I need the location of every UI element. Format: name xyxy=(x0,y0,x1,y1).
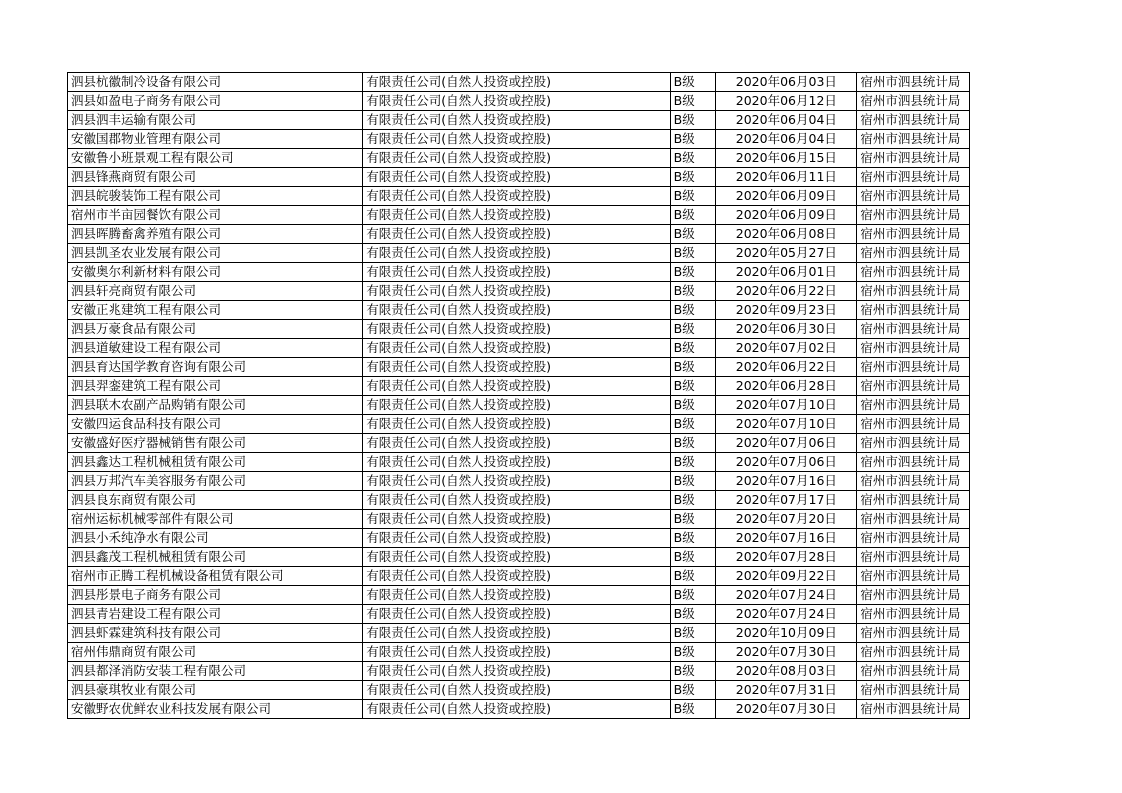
issuing-office-cell: 宿州市泗县统计局 xyxy=(857,339,970,358)
company-name-cell: 安徽鲁小班景观工程有限公司 xyxy=(68,149,363,168)
issuing-office-cell: 宿州市泗县统计局 xyxy=(857,472,970,491)
issuing-office-cell: 宿州市泗县统计局 xyxy=(857,548,970,567)
rating-date-cell: 2020年07月30日 xyxy=(716,700,857,719)
table-body xyxy=(68,73,970,719)
rating-date-cell: 2020年07月28日 xyxy=(716,548,857,567)
credit-grade-cell: B级 xyxy=(670,662,716,681)
table-row xyxy=(68,130,970,149)
company-name-cell: 泗县如盈电子商务有限公司 xyxy=(68,92,363,111)
table-row xyxy=(68,168,970,187)
issuing-office-cell: 宿州市泗县统计局 xyxy=(857,282,970,301)
issuing-office-cell: 宿州市泗县统计局 xyxy=(857,624,970,643)
company-name-cell: 宿州市正腾工程机械设备租赁有限公司 xyxy=(68,567,363,586)
company-type-cell: 有限责任公司(自然人投资或控股) xyxy=(363,244,670,263)
issuing-office-cell: 宿州市泗县统计局 xyxy=(857,92,970,111)
rating-date-cell: 2020年07月06日 xyxy=(716,434,857,453)
rating-date-cell: 2020年05月27日 xyxy=(716,244,857,263)
table-row xyxy=(68,567,970,586)
issuing-office-cell: 宿州市泗县统计局 xyxy=(857,396,970,415)
issuing-office-cell: 宿州市泗县统计局 xyxy=(857,111,970,130)
company-type-cell: 有限责任公司(自然人投资或控股) xyxy=(363,282,670,301)
company-name-cell: 宿州市半亩园餐饮有限公司 xyxy=(68,206,363,225)
rating-date-cell: 2020年06月09日 xyxy=(716,187,857,206)
table-row xyxy=(68,73,970,92)
issuing-office-cell: 宿州市泗县统计局 xyxy=(857,301,970,320)
company-type-cell: 有限责任公司(自然人投资或控股) xyxy=(363,320,670,339)
issuing-office-cell: 宿州市泗县统计局 xyxy=(857,73,970,92)
credit-grade-cell: B级 xyxy=(670,434,716,453)
issuing-office-cell: 宿州市泗县统计局 xyxy=(857,700,970,719)
credit-grade-cell: B级 xyxy=(670,92,716,111)
credit-grade-cell: B级 xyxy=(670,567,716,586)
issuing-office-cell: 宿州市泗县统计局 xyxy=(857,643,970,662)
company-type-cell: 有限责任公司(自然人投资或控股) xyxy=(363,548,670,567)
credit-grade-cell: B级 xyxy=(670,681,716,700)
rating-date-cell: 2020年06月04日 xyxy=(716,111,857,130)
company-type-cell: 有限责任公司(自然人投资或控股) xyxy=(363,73,670,92)
company-type-cell: 有限责任公司(自然人投资或控股) xyxy=(363,586,670,605)
credit-grade-cell: B级 xyxy=(670,548,716,567)
rating-date-cell: 2020年07月31日 xyxy=(716,681,857,700)
table-row xyxy=(68,263,970,282)
company-type-cell: 有限责任公司(自然人投资或控股) xyxy=(363,605,670,624)
table-row xyxy=(68,643,970,662)
company-type-cell: 有限责任公司(自然人投资或控股) xyxy=(363,396,670,415)
credit-grade-cell: B级 xyxy=(670,282,716,301)
credit-grade-cell: B级 xyxy=(670,377,716,396)
company-name-cell: 泗县鑫达工程机械租赁有限公司 xyxy=(68,453,363,472)
rating-date-cell: 2020年06月28日 xyxy=(716,377,857,396)
table-row xyxy=(68,586,970,605)
table-row xyxy=(68,301,970,320)
rating-date-cell: 2020年06月12日 xyxy=(716,92,857,111)
issuing-office-cell: 宿州市泗县统计局 xyxy=(857,586,970,605)
company-name-cell: 泗县羿銮建筑工程有限公司 xyxy=(68,377,363,396)
company-type-cell: 有限责任公司(自然人投资或控股) xyxy=(363,358,670,377)
issuing-office-cell: 宿州市泗县统计局 xyxy=(857,681,970,700)
company-name-cell: 泗县轩亮商贸有限公司 xyxy=(68,282,363,301)
rating-date-cell: 2020年07月10日 xyxy=(716,396,857,415)
credit-grade-cell: B级 xyxy=(670,187,716,206)
issuing-office-cell: 宿州市泗县统计局 xyxy=(857,358,970,377)
credit-grade-cell: B级 xyxy=(670,472,716,491)
credit-grade-cell: B级 xyxy=(670,700,716,719)
issuing-office-cell: 宿州市泗县统计局 xyxy=(857,187,970,206)
company-type-cell: 有限责任公司(自然人投资或控股) xyxy=(363,567,670,586)
credit-grade-cell: B级 xyxy=(670,168,716,187)
company-type-cell: 有限责任公司(自然人投资或控股) xyxy=(363,643,670,662)
rating-date-cell: 2020年10月09日 xyxy=(716,624,857,643)
company-type-cell: 有限责任公司(自然人投资或控股) xyxy=(363,681,670,700)
issuing-office-cell: 宿州市泗县统计局 xyxy=(857,605,970,624)
credit-grade-cell: B级 xyxy=(670,111,716,130)
issuing-office-cell: 宿州市泗县统计局 xyxy=(857,149,970,168)
rating-date-cell: 2020年06月30日 xyxy=(716,320,857,339)
table-row xyxy=(68,605,970,624)
company-type-cell: 有限责任公司(自然人投资或控股) xyxy=(363,624,670,643)
credit-grade-sheet xyxy=(67,72,970,719)
table-row xyxy=(68,453,970,472)
table-row xyxy=(68,225,970,244)
company-type-cell: 有限责任公司(自然人投资或控股) xyxy=(363,453,670,472)
issuing-office-cell: 宿州市泗县统计局 xyxy=(857,529,970,548)
company-name-cell: 泗县良东商贸有限公司 xyxy=(68,491,363,510)
company-name-cell: 泗县小禾纯净水有限公司 xyxy=(68,529,363,548)
company-type-cell: 有限责任公司(自然人投资或控股) xyxy=(363,662,670,681)
table-row xyxy=(68,434,970,453)
credit-grade-cell: B级 xyxy=(670,244,716,263)
company-type-cell: 有限责任公司(自然人投资或控股) xyxy=(363,700,670,719)
credit-grade-cell: B级 xyxy=(670,643,716,662)
credit-grade-cell: B级 xyxy=(670,149,716,168)
rating-date-cell: 2020年06月09日 xyxy=(716,206,857,225)
issuing-office-cell: 宿州市泗县统计局 xyxy=(857,168,970,187)
company-name-cell: 泗县万邦汽车美容服务有限公司 xyxy=(68,472,363,491)
rating-date-cell: 2020年09月22日 xyxy=(716,567,857,586)
issuing-office-cell: 宿州市泗县统计局 xyxy=(857,567,970,586)
rating-date-cell: 2020年07月16日 xyxy=(716,529,857,548)
company-name-cell: 泗县泗丰运输有限公司 xyxy=(68,111,363,130)
rating-date-cell: 2020年06月11日 xyxy=(716,168,857,187)
credit-grade-cell: B级 xyxy=(670,529,716,548)
company-type-cell: 有限责任公司(自然人投资或控股) xyxy=(363,301,670,320)
table-row xyxy=(68,548,970,567)
company-name-cell: 泗县凯圣农业发展有限公司 xyxy=(68,244,363,263)
company-name-cell: 安徽奥尔利新材料有限公司 xyxy=(68,263,363,282)
company-type-cell: 有限责任公司(自然人投资或控股) xyxy=(363,225,670,244)
table-row xyxy=(68,624,970,643)
table-row xyxy=(68,529,970,548)
company-name-cell: 泗县豪琪牧业有限公司 xyxy=(68,681,363,700)
credit-grade-cell: B级 xyxy=(670,396,716,415)
issuing-office-cell: 宿州市泗县统计局 xyxy=(857,434,970,453)
company-name-cell: 泗县晖腾畜禽养殖有限公司 xyxy=(68,225,363,244)
issuing-office-cell: 宿州市泗县统计局 xyxy=(857,225,970,244)
credit-grade-cell: B级 xyxy=(670,263,716,282)
table-row xyxy=(68,206,970,225)
table-row xyxy=(68,187,970,206)
company-type-cell: 有限责任公司(自然人投资或控股) xyxy=(363,111,670,130)
company-type-cell: 有限责任公司(自然人投资或控股) xyxy=(363,529,670,548)
company-name-cell: 泗县虾霖建筑科技有限公司 xyxy=(68,624,363,643)
credit-grade-cell: B级 xyxy=(670,301,716,320)
credit-grade-cell: B级 xyxy=(670,605,716,624)
issuing-office-cell: 宿州市泗县统计局 xyxy=(857,320,970,339)
rating-date-cell: 2020年08月03日 xyxy=(716,662,857,681)
company-name-cell: 泗县都泽消防安装工程有限公司 xyxy=(68,662,363,681)
company-name-cell: 泗县皖骏装饰工程有限公司 xyxy=(68,187,363,206)
company-type-cell: 有限责任公司(自然人投资或控股) xyxy=(363,510,670,529)
table-row xyxy=(68,92,970,111)
issuing-office-cell: 宿州市泗县统计局 xyxy=(857,377,970,396)
company-name-cell: 泗县联木农副产品购销有限公司 xyxy=(68,396,363,415)
company-name-cell: 泗县锋燕商贸有限公司 xyxy=(68,168,363,187)
company-name-cell: 泗县道敏建设工程有限公司 xyxy=(68,339,363,358)
rating-date-cell: 2020年06月22日 xyxy=(716,358,857,377)
company-name-cell: 安徽四运食品科技有限公司 xyxy=(68,415,363,434)
rating-date-cell: 2020年07月02日 xyxy=(716,339,857,358)
rating-date-cell: 2020年06月03日 xyxy=(716,73,857,92)
company-name-cell: 泗县育达国学教育咨询有限公司 xyxy=(68,358,363,377)
rating-date-cell: 2020年06月22日 xyxy=(716,282,857,301)
issuing-office-cell: 宿州市泗县统计局 xyxy=(857,130,970,149)
rating-date-cell: 2020年07月10日 xyxy=(716,415,857,434)
company-name-cell: 宿州运标机械零部件有限公司 xyxy=(68,510,363,529)
company-name-cell: 泗县彤景电子商务有限公司 xyxy=(68,586,363,605)
company-type-cell: 有限责任公司(自然人投资或控股) xyxy=(363,377,670,396)
company-name-cell: 泗县鑫茂工程机械租赁有限公司 xyxy=(68,548,363,567)
rating-date-cell: 2020年07月20日 xyxy=(716,510,857,529)
rating-date-cell: 2020年07月06日 xyxy=(716,453,857,472)
company-name-cell: 泗县青岩建设工程有限公司 xyxy=(68,605,363,624)
issuing-office-cell: 宿州市泗县统计局 xyxy=(857,662,970,681)
rating-date-cell: 2020年07月24日 xyxy=(716,605,857,624)
issuing-office-cell: 宿州市泗县统计局 xyxy=(857,491,970,510)
company-type-cell: 有限责任公司(自然人投资或控股) xyxy=(363,472,670,491)
issuing-office-cell: 宿州市泗县统计局 xyxy=(857,415,970,434)
company-type-cell: 有限责任公司(自然人投资或控股) xyxy=(363,187,670,206)
table-row xyxy=(68,320,970,339)
table-row xyxy=(68,149,970,168)
table-row xyxy=(68,662,970,681)
table-row xyxy=(68,396,970,415)
credit-grade-cell: B级 xyxy=(670,491,716,510)
credit-grade-cell: B级 xyxy=(670,225,716,244)
credit-grade-cell: B级 xyxy=(670,130,716,149)
rating-date-cell: 2020年06月08日 xyxy=(716,225,857,244)
issuing-office-cell: 宿州市泗县统计局 xyxy=(857,244,970,263)
issuing-office-cell: 宿州市泗县统计局 xyxy=(857,263,970,282)
credit-grade-cell: B级 xyxy=(670,453,716,472)
company-name-cell: 宿州伟鼎商贸有限公司 xyxy=(68,643,363,662)
issuing-office-cell: 宿州市泗县统计局 xyxy=(857,510,970,529)
issuing-office-cell: 宿州市泗县统计局 xyxy=(857,453,970,472)
company-type-cell: 有限责任公司(自然人投资或控股) xyxy=(363,415,670,434)
credit-grade-cell: B级 xyxy=(670,206,716,225)
rating-date-cell: 2020年09月23日 xyxy=(716,301,857,320)
credit-grade-cell: B级 xyxy=(670,624,716,643)
credit-grade-cell: B级 xyxy=(670,320,716,339)
table-row xyxy=(68,491,970,510)
company-type-cell: 有限责任公司(自然人投资或控股) xyxy=(363,339,670,358)
table-row xyxy=(68,415,970,434)
company-type-cell: 有限责任公司(自然人投资或控股) xyxy=(363,149,670,168)
table-row xyxy=(68,681,970,700)
rating-date-cell: 2020年07月24日 xyxy=(716,586,857,605)
rating-date-cell: 2020年07月17日 xyxy=(716,491,857,510)
table-row xyxy=(68,282,970,301)
rating-date-cell: 2020年06月15日 xyxy=(716,149,857,168)
company-name-cell: 安徽野农优鲜农业科技发展有限公司 xyxy=(68,700,363,719)
credit-grade-cell: B级 xyxy=(670,586,716,605)
table-row xyxy=(68,510,970,529)
company-type-cell: 有限责任公司(自然人投资或控股) xyxy=(363,130,670,149)
table-row xyxy=(68,358,970,377)
credit-grade-cell: B级 xyxy=(670,73,716,92)
table-row xyxy=(68,339,970,358)
table-row xyxy=(68,111,970,130)
company-type-cell: 有限责任公司(自然人投资或控股) xyxy=(363,434,670,453)
company-type-cell: 有限责任公司(自然人投资或控股) xyxy=(363,206,670,225)
company-type-cell: 有限责任公司(自然人投资或控股) xyxy=(363,92,670,111)
company-name-cell: 安徽盛好医疗器械销售有限公司 xyxy=(68,434,363,453)
table-row xyxy=(68,700,970,719)
company-grade-table xyxy=(67,72,970,719)
table-row xyxy=(68,472,970,491)
issuing-office-cell: 宿州市泗县统计局 xyxy=(857,206,970,225)
credit-grade-cell: B级 xyxy=(670,510,716,529)
company-name-cell: 安徽正兆建筑工程有限公司 xyxy=(68,301,363,320)
rating-date-cell: 2020年07月16日 xyxy=(716,472,857,491)
rating-date-cell: 2020年06月04日 xyxy=(716,130,857,149)
credit-grade-cell: B级 xyxy=(670,339,716,358)
credit-grade-cell: B级 xyxy=(670,415,716,434)
company-type-cell: 有限责任公司(自然人投资或控股) xyxy=(363,263,670,282)
rating-date-cell: 2020年06月01日 xyxy=(716,263,857,282)
company-type-cell: 有限责任公司(自然人投资或控股) xyxy=(363,491,670,510)
company-name-cell: 泗县万豪食品有限公司 xyxy=(68,320,363,339)
table-row xyxy=(68,377,970,396)
company-name-cell: 泗县杭徽制冷设备有限公司 xyxy=(68,73,363,92)
company-type-cell: 有限责任公司(自然人投资或控股) xyxy=(363,168,670,187)
rating-date-cell: 2020年07月30日 xyxy=(716,643,857,662)
table-row xyxy=(68,244,970,263)
credit-grade-cell: B级 xyxy=(670,358,716,377)
company-name-cell: 安徽国郡物业管理有限公司 xyxy=(68,130,363,149)
